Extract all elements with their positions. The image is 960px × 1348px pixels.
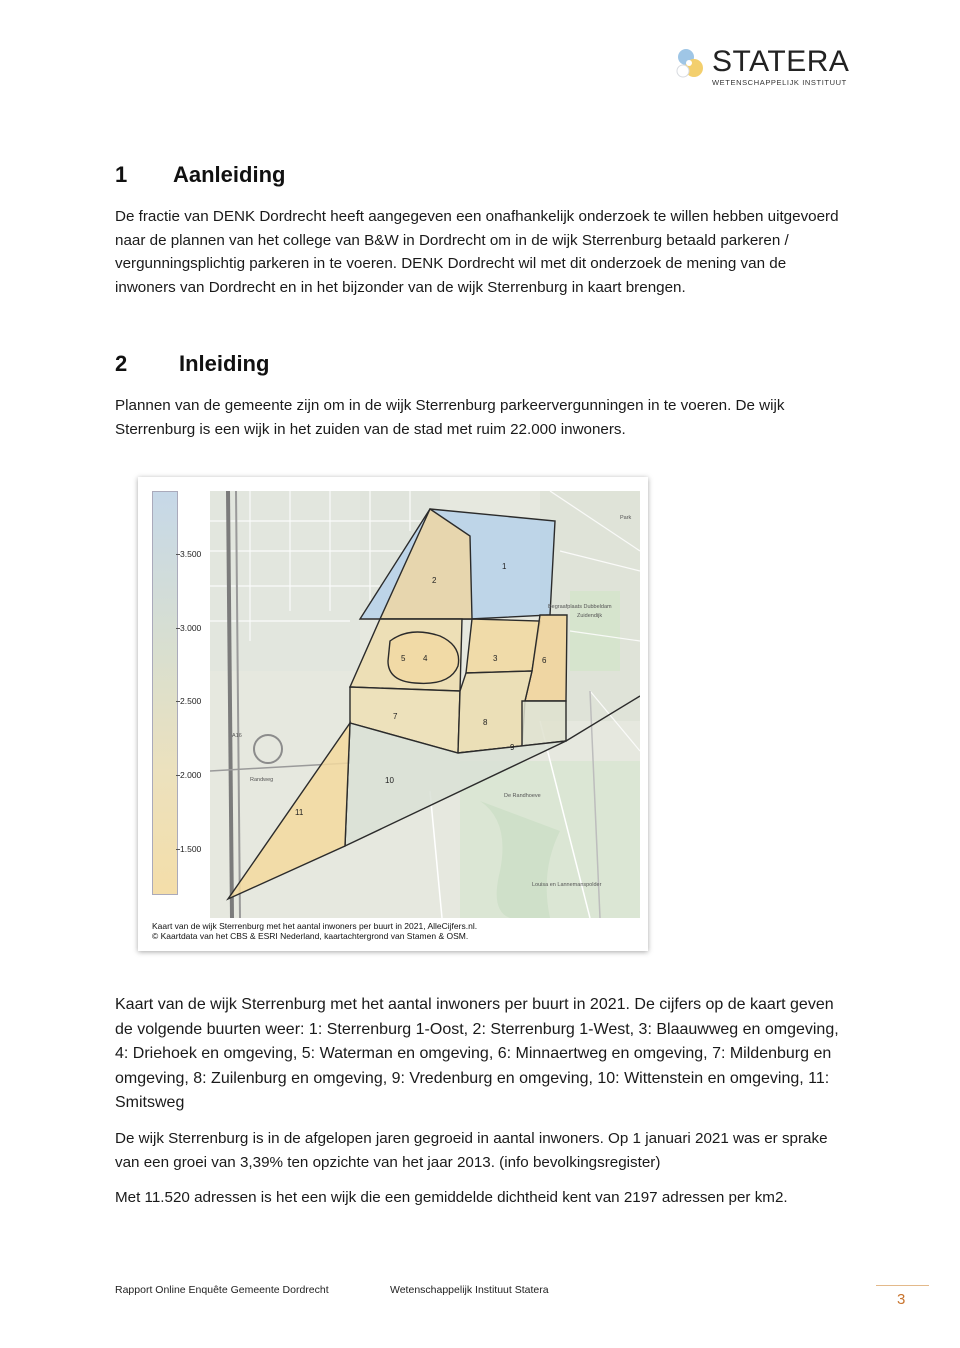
region-label: 5 bbox=[401, 654, 406, 663]
logo-subtitle: WETENSCHAPPELIJK INSTITUUT bbox=[712, 78, 847, 87]
region-label: 9 bbox=[510, 743, 515, 752]
section-2-number: 2 bbox=[115, 351, 128, 376]
map-canvas bbox=[210, 491, 640, 918]
legend-label: 3.500 bbox=[180, 549, 202, 559]
section-2-heading bbox=[115, 350, 269, 378]
region-label: 1 bbox=[502, 562, 507, 571]
section-1-title: Aanleiding bbox=[173, 162, 286, 187]
map-caption-line-1: Kaart van de wijk Sterrenburg met het aantal inwoners per buurt in 2021, AlleCijfers.nl. bbox=[152, 921, 478, 931]
place-label: Louisa en Lannemanspolder bbox=[532, 882, 602, 888]
logo-name: STATERA bbox=[712, 45, 850, 78]
map-caption-line-2: © Kaartdata van het CBS & ESRI Nederland, kaartachtergrond van Stamen & OSM. bbox=[152, 931, 469, 941]
region-8 bbox=[458, 671, 532, 753]
sterrenburg-map-figure bbox=[138, 477, 648, 951]
growth-paragraph: De wijk Sterrenburg is in de afgelopen jaren gegroeid in aantal inwoners. Op 1 januari 2021 was er sprake van een groei van 3,39% ten opzichte van het jaar 2013. (info bevolkingsregister) bbox=[115, 1130, 828, 1171]
region-label: 8 bbox=[483, 718, 488, 727]
map-description-paragraph: Kaart van de wijk Sterrenburg met het aantal inwoners per buurt in 2021. De cijfers op de kaart geven de volgende buurten weer: 1: Sterrenburg 1-Oost, 2: Sterrenburg 1-West, 3: Blaauwweg en omgeving, 4: Driehoek en omgeving, 5: Waterman en omgeving, 6: Minnaertweg en omgeving, 7: Mildenburg en omgeving, 8: Zuilenburg en omgeving, 9: Vredenburg en omgeving, 10: Wittenstein en omgeving, 11: Smitsweg bbox=[115, 996, 839, 1112]
statera-logo bbox=[672, 44, 852, 90]
place-label: A16 bbox=[232, 733, 242, 739]
region-label: 4 bbox=[423, 654, 428, 663]
region-label: 7 bbox=[393, 712, 398, 721]
footer-institute: Wetenschappelijk Instituut Statera bbox=[390, 1284, 549, 1296]
region-label: 3 bbox=[493, 654, 498, 663]
region-label: 6 bbox=[542, 656, 547, 665]
region-label: 10 bbox=[385, 776, 394, 785]
region-label: 2 bbox=[432, 576, 437, 585]
page-number: 3 bbox=[897, 1291, 906, 1308]
section-2-paragraph: Plannen van de gemeente zijn om in de wijk Sterrenburg parkeervergunningen in te voeren. De wijk Sterrenburg is een wijk in het zuiden van de stad met ruim 22.000 inwoners. bbox=[115, 397, 785, 438]
density-paragraph: Met 11.520 adressen is het een wijk die een gemiddelde dichtheid kent van 2197 adressen per km2. bbox=[115, 1189, 788, 1206]
section-2-title: Inleiding bbox=[179, 351, 270, 376]
place-label: Zuidendijk bbox=[577, 613, 603, 619]
legend-label: 1.500 bbox=[180, 844, 202, 854]
footer-report-title: Rapport Online Enquête Gemeente Dordrecht bbox=[115, 1284, 329, 1296]
section-1-number: 1 bbox=[115, 162, 128, 187]
section-1-paragraph: De fractie van DENK Dordrecht heeft aangegeven een onafhankelijk onderzoek te willen hebben uitgevoerd naar de plannen van het college van B&W in Dordrecht om in de wijk Sterrenburg betaald parkeren / vergunningsplichtig parkeren in te voeren. DENK Dordrecht wil met dit onderzoek de mening van de inwoners van Dordrecht en in het bijzonder van de wijk Sterrenburg in kaart brengen. bbox=[115, 208, 839, 297]
place-label: Begraafplaats Dubbeldam bbox=[548, 604, 612, 610]
map-green-area bbox=[570, 591, 620, 671]
place-label: Park bbox=[620, 515, 632, 521]
map-urban-block bbox=[210, 491, 360, 671]
place-label: De Randhoeve bbox=[504, 793, 541, 799]
legend-label: 2.500 bbox=[180, 696, 202, 706]
region-3 bbox=[466, 619, 540, 673]
map-legend-bar bbox=[152, 491, 178, 895]
legend-label: 3.000 bbox=[180, 623, 202, 633]
logo-mark-icon bbox=[672, 46, 708, 82]
region-label: 11 bbox=[295, 808, 304, 817]
place-label: Randweg bbox=[250, 777, 274, 783]
map-caption bbox=[152, 921, 477, 941]
page-number-rule bbox=[876, 1285, 929, 1286]
section-1-heading bbox=[115, 161, 285, 189]
legend-label: 2.000 bbox=[180, 770, 202, 780]
